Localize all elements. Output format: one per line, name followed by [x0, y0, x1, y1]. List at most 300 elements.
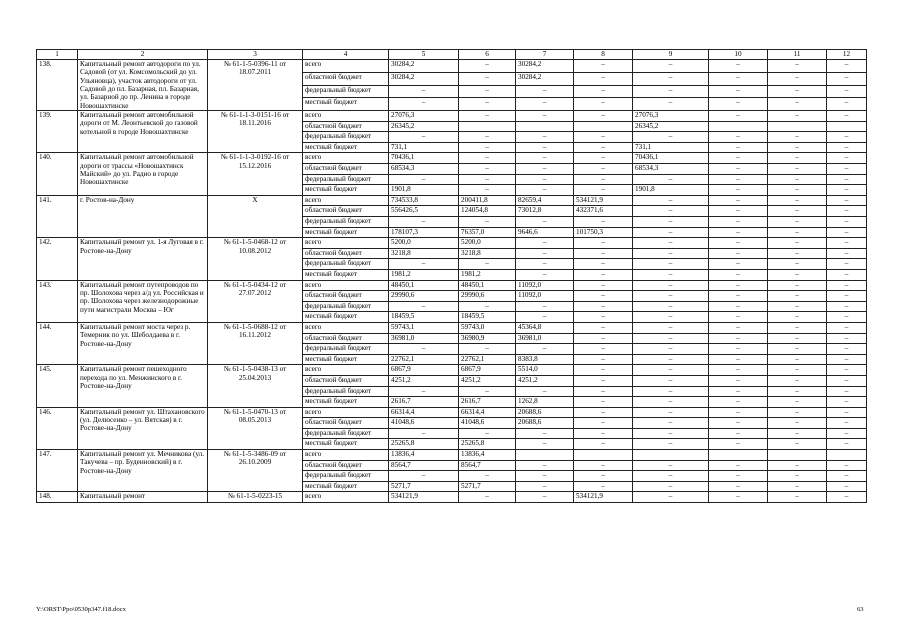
- table-row: [37, 450, 867, 461]
- amount-cell: –: [389, 85, 459, 98]
- amount-cell: –: [574, 418, 633, 429]
- amount-cell: –: [574, 259, 633, 270]
- amount-cell: –: [827, 195, 867, 206]
- amount-cell: –: [574, 85, 633, 98]
- amount-cell: [827, 450, 867, 461]
- amount-cell: –: [827, 227, 867, 238]
- column-header: 11: [768, 50, 827, 60]
- financing-table: [36, 49, 867, 503]
- amount-cell: –: [709, 164, 768, 175]
- amount-cell: 8564,7: [389, 460, 459, 471]
- amount-cell: –: [516, 344, 574, 355]
- amount-cell: –: [709, 291, 768, 302]
- amount-cell: 432371,6: [574, 206, 633, 217]
- amount-cell: –: [633, 248, 709, 259]
- amount-cell: –: [516, 439, 574, 450]
- amount-cell: –: [709, 407, 768, 418]
- amount-cell: –: [389, 301, 459, 312]
- funding-source: областной бюджет: [303, 206, 389, 217]
- amount-cell: –: [633, 344, 709, 355]
- amount-cell: –: [709, 471, 768, 482]
- amount-cell: 5271,7: [389, 481, 459, 492]
- amount-cell: –: [459, 60, 516, 73]
- amount-cell: 22762,1: [459, 354, 516, 365]
- amount-cell: –: [768, 365, 827, 376]
- amount-cell: –: [574, 397, 633, 408]
- expertise-document: № 61-1-5-0438-13 от 25.04.2013: [208, 365, 303, 407]
- amount-cell: –: [459, 344, 516, 355]
- amount-cell: –: [768, 481, 827, 492]
- funding-source: местный бюджет: [303, 312, 389, 323]
- amount-cell: 1981,2: [459, 269, 516, 280]
- amount-cell: –: [768, 85, 827, 98]
- amount-cell: –: [516, 98, 574, 111]
- amount-cell: –: [827, 153, 867, 164]
- amount-cell: –: [827, 407, 867, 418]
- column-header: 6: [459, 50, 516, 60]
- amount-cell: –: [768, 386, 827, 397]
- amount-cell: –: [827, 217, 867, 228]
- amount-cell: –: [574, 333, 633, 344]
- amount-cell: –: [827, 238, 867, 249]
- expertise-document: Х: [208, 195, 303, 237]
- amount-cell: [768, 450, 827, 461]
- funding-source: местный бюджет: [303, 185, 389, 196]
- amount-cell: –: [709, 481, 768, 492]
- amount-cell: –: [709, 72, 768, 85]
- amount-cell: –: [827, 428, 867, 439]
- column-header: 9: [633, 50, 709, 60]
- item-number: 141.: [37, 195, 78, 237]
- amount-cell: –: [459, 72, 516, 85]
- amount-cell: –: [768, 428, 827, 439]
- amount-cell: 41048,6: [459, 418, 516, 429]
- amount-cell: –: [768, 418, 827, 429]
- amount-cell: –: [633, 60, 709, 73]
- amount-cell: –: [574, 407, 633, 418]
- amount-cell: 41048,6: [389, 418, 459, 429]
- amount-cell: –: [633, 227, 709, 238]
- amount-cell: 20688,6: [516, 407, 574, 418]
- amount-cell: –: [574, 375, 633, 386]
- amount-cell: 2616,7: [459, 397, 516, 408]
- amount-cell: –: [574, 269, 633, 280]
- funding-source: федеральный бюджет: [303, 386, 389, 397]
- amount-cell: –: [574, 460, 633, 471]
- amount-cell: 6867,9: [389, 365, 459, 376]
- funding-source: федеральный бюджет: [303, 85, 389, 98]
- amount-cell: –: [633, 259, 709, 270]
- amount-cell: 68534,3: [633, 164, 709, 175]
- amount-cell: 48450,1: [389, 280, 459, 291]
- amount-cell: –: [633, 217, 709, 228]
- object-name: г. Ростов-на-Дону: [78, 195, 208, 237]
- funding-source: всего: [303, 365, 389, 376]
- amount-cell: –: [574, 185, 633, 196]
- item-number: 140.: [37, 153, 78, 195]
- amount-cell: 59743,1: [389, 322, 459, 333]
- amount-cell: –: [827, 375, 867, 386]
- amount-cell: 22762,1: [389, 354, 459, 365]
- amount-cell: –: [827, 132, 867, 143]
- amount-cell: –: [574, 322, 633, 333]
- amount-cell: –: [827, 333, 867, 344]
- amount-cell: –: [516, 248, 574, 259]
- amount-cell: –: [574, 238, 633, 249]
- amount-cell: 76357,0: [459, 227, 516, 238]
- amount-cell: –: [709, 85, 768, 98]
- amount-cell: 25265,8: [459, 439, 516, 450]
- amount-cell: 5200,0: [389, 238, 459, 249]
- amount-cell: –: [827, 397, 867, 408]
- page-number: 63: [857, 606, 864, 613]
- amount-cell: –: [709, 301, 768, 312]
- amount-cell: –: [516, 217, 574, 228]
- amount-cell: –: [574, 98, 633, 111]
- amount-cell: –: [709, 344, 768, 355]
- amount-cell: –: [516, 269, 574, 280]
- table-row: [37, 492, 867, 503]
- amount-cell: 2616,7: [389, 397, 459, 408]
- amount-cell: –: [827, 439, 867, 450]
- amount-cell: –: [827, 206, 867, 217]
- amount-cell: –: [633, 418, 709, 429]
- amount-cell: –: [389, 471, 459, 482]
- amount-cell: 1981,2: [389, 269, 459, 280]
- amount-cell: 9646,6: [516, 227, 574, 238]
- amount-cell: 36980,9: [459, 333, 516, 344]
- amount-cell: –: [633, 98, 709, 111]
- amount-cell: –: [768, 238, 827, 249]
- object-name: Капитальный ремонт пешеходного перехода по ул. Менжинского в г. Ростове-на-Дону: [78, 365, 208, 407]
- table-row: [37, 322, 867, 333]
- column-header: 8: [574, 50, 633, 60]
- amount-cell: 5200,0: [459, 238, 516, 249]
- amount-cell: –: [827, 269, 867, 280]
- table-row: [37, 238, 867, 249]
- amount-cell: –: [574, 354, 633, 365]
- amount-cell: 29990,6: [389, 291, 459, 302]
- funding-source: всего: [303, 111, 389, 122]
- amount-cell: –: [459, 111, 516, 122]
- amount-cell: –: [709, 174, 768, 185]
- funding-source: местный бюджет: [303, 269, 389, 280]
- amount-cell: 66314,4: [389, 407, 459, 418]
- amount-cell: –: [768, 375, 827, 386]
- amount-cell: –: [516, 238, 574, 249]
- amount-cell: 8564,7: [459, 460, 516, 471]
- amount-cell: –: [768, 291, 827, 302]
- amount-cell: –: [574, 164, 633, 175]
- amount-cell: –: [768, 407, 827, 418]
- object-name: Капитальный ремонт моста через р. Темерник по ул. Шеболдаева в г. Ростове-на-Дону: [78, 322, 208, 364]
- amount-cell: –: [389, 174, 459, 185]
- funding-source: федеральный бюджет: [303, 344, 389, 355]
- header-row: [37, 50, 867, 60]
- amount-cell: 5514,0: [516, 365, 574, 376]
- amount-cell: –: [768, 280, 827, 291]
- amount-cell: –: [389, 217, 459, 228]
- expertise-document: № 61-1-5-3486-09 от 26.10.2009: [208, 450, 303, 492]
- amount-cell: 13836,4: [389, 450, 459, 461]
- amount-cell: [516, 450, 574, 461]
- amount-cell: [827, 121, 867, 132]
- funding-source: областной бюджет: [303, 248, 389, 259]
- amount-cell: [516, 121, 574, 132]
- amount-cell: –: [633, 386, 709, 397]
- column-header: 1: [37, 50, 78, 60]
- column-header: 7: [516, 50, 574, 60]
- funding-source: федеральный бюджет: [303, 471, 389, 482]
- amount-cell: –: [827, 248, 867, 259]
- amount-cell: –: [574, 111, 633, 122]
- amount-cell: 18459,5: [389, 312, 459, 323]
- amount-cell: –: [768, 60, 827, 73]
- amount-cell: –: [574, 428, 633, 439]
- amount-cell: –: [827, 72, 867, 85]
- funding-source: областной бюджет: [303, 164, 389, 175]
- amount-cell: –: [459, 98, 516, 111]
- amount-cell: –: [633, 375, 709, 386]
- amount-cell: –: [516, 132, 574, 143]
- amount-cell: –: [574, 217, 633, 228]
- amount-cell: 1901,8: [633, 185, 709, 196]
- amount-cell: –: [827, 354, 867, 365]
- amount-cell: –: [768, 142, 827, 153]
- amount-cell: –: [516, 153, 574, 164]
- amount-cell: –: [574, 344, 633, 355]
- column-header: 4: [303, 50, 389, 60]
- amount-cell: –: [574, 132, 633, 143]
- amount-cell: [709, 121, 768, 132]
- amount-cell: 68534,3: [389, 164, 459, 175]
- amount-cell: –: [516, 111, 574, 122]
- amount-cell: 5271,7: [459, 481, 516, 492]
- amount-cell: –: [389, 259, 459, 270]
- amount-cell: –: [574, 280, 633, 291]
- item-number: 147.: [37, 450, 78, 492]
- amount-cell: –: [768, 259, 827, 270]
- amount-cell: –: [768, 111, 827, 122]
- amount-cell: 1901,8: [389, 185, 459, 196]
- amount-cell: –: [574, 365, 633, 376]
- expertise-document: № 61-1-1-3-0151-16 от 18.11.2016: [208, 111, 303, 153]
- amount-cell: –: [768, 248, 827, 259]
- amount-cell: –: [768, 217, 827, 228]
- amount-cell: –: [709, 269, 768, 280]
- amount-cell: –: [459, 164, 516, 175]
- amount-cell: –: [459, 301, 516, 312]
- amount-cell: –: [574, 481, 633, 492]
- amount-cell: –: [827, 185, 867, 196]
- funding-source: всего: [303, 238, 389, 249]
- amount-cell: –: [768, 98, 827, 111]
- expertise-document: № 61-1-5-0223-15: [208, 492, 303, 503]
- amount-cell: –: [709, 354, 768, 365]
- amount-cell: 36981,0: [389, 333, 459, 344]
- amount-cell: –: [709, 248, 768, 259]
- funding-source: местный бюджет: [303, 481, 389, 492]
- amount-cell: –: [709, 333, 768, 344]
- amount-cell: –: [459, 259, 516, 270]
- funding-source: областной бюджет: [303, 291, 389, 302]
- amount-cell: –: [827, 164, 867, 175]
- amount-cell: –: [516, 492, 574, 503]
- amount-cell: –: [633, 354, 709, 365]
- amount-cell: –: [574, 301, 633, 312]
- amount-cell: –: [574, 312, 633, 323]
- amount-cell: –: [709, 227, 768, 238]
- amount-cell: –: [768, 72, 827, 85]
- amount-cell: –: [768, 164, 827, 175]
- amount-cell: –: [574, 471, 633, 482]
- amount-cell: –: [709, 428, 768, 439]
- amount-cell: –: [574, 60, 633, 73]
- expertise-document: № 61-1-5-0470-13 от 08.05.2013: [208, 407, 303, 449]
- amount-cell: –: [827, 174, 867, 185]
- amount-cell: 734533,8: [389, 195, 459, 206]
- funding-source: областной бюджет: [303, 460, 389, 471]
- amount-cell: –: [574, 72, 633, 85]
- amount-cell: –: [768, 354, 827, 365]
- table-row: [37, 195, 867, 206]
- amount-cell: –: [389, 386, 459, 397]
- amount-cell: 8383,8: [516, 354, 574, 365]
- expertise-document: № 61-1-5-0468-12 от 10.08.2012: [208, 238, 303, 280]
- amount-cell: –: [633, 72, 709, 85]
- table-row: [37, 365, 867, 376]
- amount-cell: 4251,2: [459, 375, 516, 386]
- funding-source: областной бюджет: [303, 121, 389, 132]
- amount-cell: –: [459, 132, 516, 143]
- amount-cell: –: [709, 142, 768, 153]
- amount-cell: 26345,2: [389, 121, 459, 132]
- amount-cell: –: [709, 60, 768, 73]
- amount-cell: –: [574, 142, 633, 153]
- amount-cell: –: [516, 174, 574, 185]
- amount-cell: 4251,2: [389, 375, 459, 386]
- amount-cell: –: [709, 206, 768, 217]
- amount-cell: –: [633, 291, 709, 302]
- column-header: 10: [709, 50, 768, 60]
- amount-cell: 4251,2: [516, 375, 574, 386]
- amount-cell: –: [459, 142, 516, 153]
- amount-cell: –: [574, 153, 633, 164]
- table-row: [37, 407, 867, 418]
- amount-cell: –: [709, 312, 768, 323]
- item-number: 145.: [37, 365, 78, 407]
- amount-cell: –: [827, 291, 867, 302]
- amount-cell: –: [633, 333, 709, 344]
- amount-cell: –: [709, 439, 768, 450]
- column-header: 5: [389, 50, 459, 60]
- amount-cell: –: [768, 460, 827, 471]
- amount-cell: –: [633, 312, 709, 323]
- funding-source: местный бюджет: [303, 98, 389, 111]
- amount-cell: –: [516, 471, 574, 482]
- amount-cell: 27076,3: [633, 111, 709, 122]
- amount-cell: 101750,3: [574, 227, 633, 238]
- amount-cell: –: [768, 269, 827, 280]
- table-row: [37, 280, 867, 291]
- amount-cell: 534121,9: [574, 492, 633, 503]
- amount-cell: –: [459, 386, 516, 397]
- funding-source: всего: [303, 195, 389, 206]
- document-table-container: [36, 49, 866, 503]
- amount-cell: –: [459, 174, 516, 185]
- amount-cell: –: [827, 365, 867, 376]
- column-header: 2: [78, 50, 208, 60]
- amount-cell: 124054,8: [459, 206, 516, 217]
- funding-source: местный бюджет: [303, 227, 389, 238]
- amount-cell: –: [516, 85, 574, 98]
- amount-cell: [574, 450, 633, 461]
- amount-cell: 534121,9: [574, 195, 633, 206]
- column-header: 12: [827, 50, 867, 60]
- amount-cell: 30284,2: [516, 72, 574, 85]
- amount-cell: –: [827, 85, 867, 98]
- amount-cell: –: [516, 312, 574, 323]
- object-name: Капитальный ремонт автомобильной дороги от трассы «Новошахтинск Майский» до ул. Радио в городе Новошахтинске: [78, 153, 208, 195]
- funding-source: всего: [303, 280, 389, 291]
- amount-cell: –: [633, 206, 709, 217]
- amount-cell: 178107,3: [389, 227, 459, 238]
- funding-source: местный бюджет: [303, 397, 389, 408]
- amount-cell: 27076,3: [389, 111, 459, 122]
- amount-cell: –: [709, 492, 768, 503]
- amount-cell: –: [389, 132, 459, 143]
- amount-cell: 11092,0: [516, 280, 574, 291]
- amount-cell: 6867,9: [459, 365, 516, 376]
- amount-cell: –: [574, 291, 633, 302]
- amount-cell: –: [827, 259, 867, 270]
- funding-source: федеральный бюджет: [303, 259, 389, 270]
- amount-cell: –: [768, 227, 827, 238]
- amount-cell: –: [768, 439, 827, 450]
- amount-cell: –: [633, 365, 709, 376]
- object-name: Капитальный ремонт ул. Штахановского (ул. Делюсенко – ул. Вятская) в г. Ростове-на-Дону: [78, 407, 208, 449]
- amount-cell: –: [709, 217, 768, 228]
- funding-source: всего: [303, 450, 389, 461]
- amount-cell: –: [709, 386, 768, 397]
- object-name: Капитальный ремонт ул. Мечникова (ул. Такучева – пр. Буденновский) в г. Ростове-на-Дону: [78, 450, 208, 492]
- amount-cell: [459, 121, 516, 132]
- amount-cell: –: [459, 217, 516, 228]
- amount-cell: –: [389, 428, 459, 439]
- funding-source: областной бюджет: [303, 375, 389, 386]
- amount-cell: –: [633, 322, 709, 333]
- amount-cell: –: [709, 98, 768, 111]
- file-path-footer: Y:\ORST\Ppo\0530p347.f18.docx: [36, 606, 126, 613]
- amount-cell: –: [768, 301, 827, 312]
- funding-source: федеральный бюджет: [303, 217, 389, 228]
- amount-cell: –: [574, 248, 633, 259]
- amount-cell: –: [827, 460, 867, 471]
- amount-cell: –: [768, 397, 827, 408]
- amount-cell: 534121,9: [389, 492, 459, 503]
- amount-cell: –: [709, 111, 768, 122]
- amount-cell: –: [459, 428, 516, 439]
- table-row: [37, 153, 867, 164]
- amount-cell: –: [768, 344, 827, 355]
- amount-cell: –: [516, 428, 574, 439]
- funding-source: областной бюджет: [303, 333, 389, 344]
- amount-cell: –: [709, 460, 768, 471]
- amount-cell: 200411,8: [459, 195, 516, 206]
- amount-cell: –: [709, 322, 768, 333]
- amount-cell: –: [389, 344, 459, 355]
- expertise-document: № 61-1-5-0688-12 от 16.11.2012: [208, 322, 303, 364]
